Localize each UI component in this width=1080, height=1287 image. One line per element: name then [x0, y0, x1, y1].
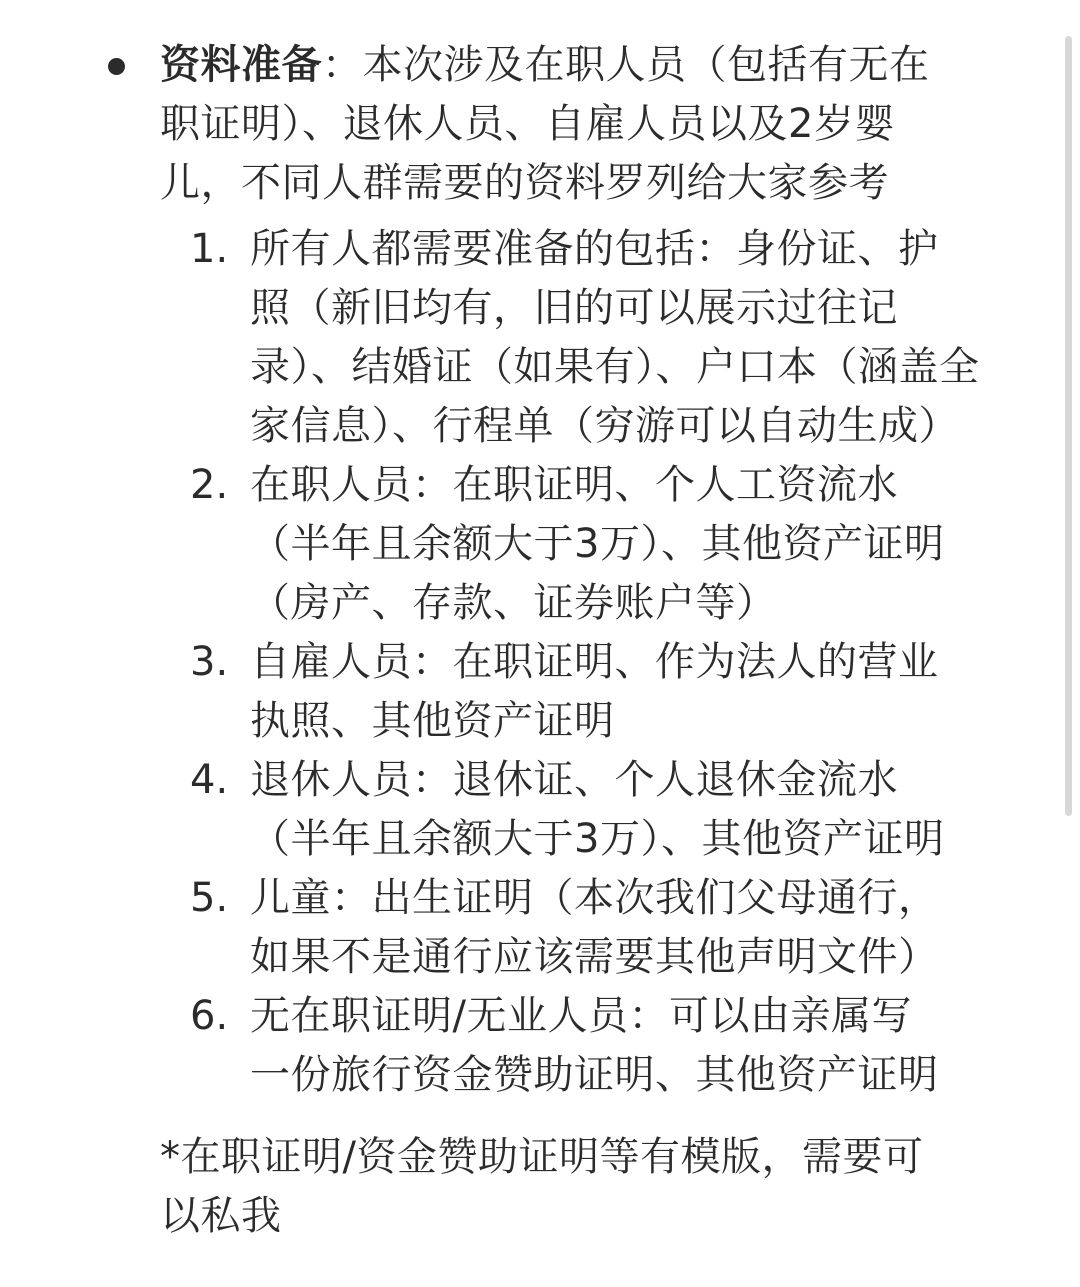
footer-line: *在职证明/资金赞助证明等有模版，需要可	[160, 1134, 924, 1180]
list-item-line: 在职人员：在职证明、个人工资流水	[250, 462, 898, 508]
list-item-line: 自雇人员：在职证明、作为法人的营业	[250, 639, 939, 685]
intro-line-1	[160, 36, 1040, 95]
intro-text: ：本次涉及在职人员（包括有无在	[322, 42, 930, 88]
list-item-line: 一份旅行资金赞助证明、其他资产证明	[250, 1052, 939, 1098]
list-number: 5.	[190, 875, 229, 921]
list-item	[190, 987, 1030, 1105]
list-item-line: （半年且余额大于3万）、其他资产证明	[250, 816, 945, 862]
list-item-line: 退休人员：退休证、个人退休金流水	[250, 757, 898, 803]
numbered-list	[190, 220, 1030, 1105]
list-number: 6.	[190, 993, 229, 1039]
intro-line-3: 儿，不同人群需要的资料罗列给大家参考	[160, 160, 889, 206]
list-number: 1.	[190, 226, 229, 272]
list-item-line: 录）、结婚证（如果有）、户口本（涵盖全	[250, 344, 980, 390]
list-item	[190, 869, 1030, 987]
list-number: 4.	[190, 757, 229, 803]
list-item-line: 儿童：出生证明（本次我们父母通行，	[250, 875, 939, 921]
footer-line: 以私我	[160, 1193, 282, 1239]
list-item	[190, 456, 1030, 633]
intro-label: 资料准备	[160, 42, 322, 88]
list-item-line: （房产、存款、证券账户等）	[250, 580, 777, 626]
list-item-line: 家信息）、行程单（穷游可以自动生成）	[250, 403, 959, 449]
list-item-line: 无在职证明/无业人员：可以由亲属写	[250, 993, 912, 1039]
list-item-line: 如果不是通行应该需要其他声明文件）	[250, 934, 939, 980]
list-item-line: 所有人都需要准备的包括：身份证、护	[250, 226, 939, 272]
list-item-line: 照（新旧均有，旧的可以展示过往记	[250, 285, 898, 331]
list-item	[190, 751, 1030, 869]
bullet-dot-icon	[108, 58, 125, 75]
footer-note	[160, 1128, 1040, 1246]
list-item	[190, 633, 1030, 751]
scrollbar[interactable]	[1065, 36, 1072, 816]
list-item-line: （半年且余额大于3万）、其他资产证明	[250, 521, 945, 567]
list-item-line: 执照、其他资产证明	[250, 698, 615, 744]
list-number: 3.	[190, 639, 229, 685]
list-number: 2.	[190, 462, 229, 508]
intro-paragraph	[160, 36, 1040, 213]
list-item	[190, 220, 1030, 456]
intro-line-2: 职证明）、退休人员、自雇人员以及2岁婴	[160, 101, 895, 147]
